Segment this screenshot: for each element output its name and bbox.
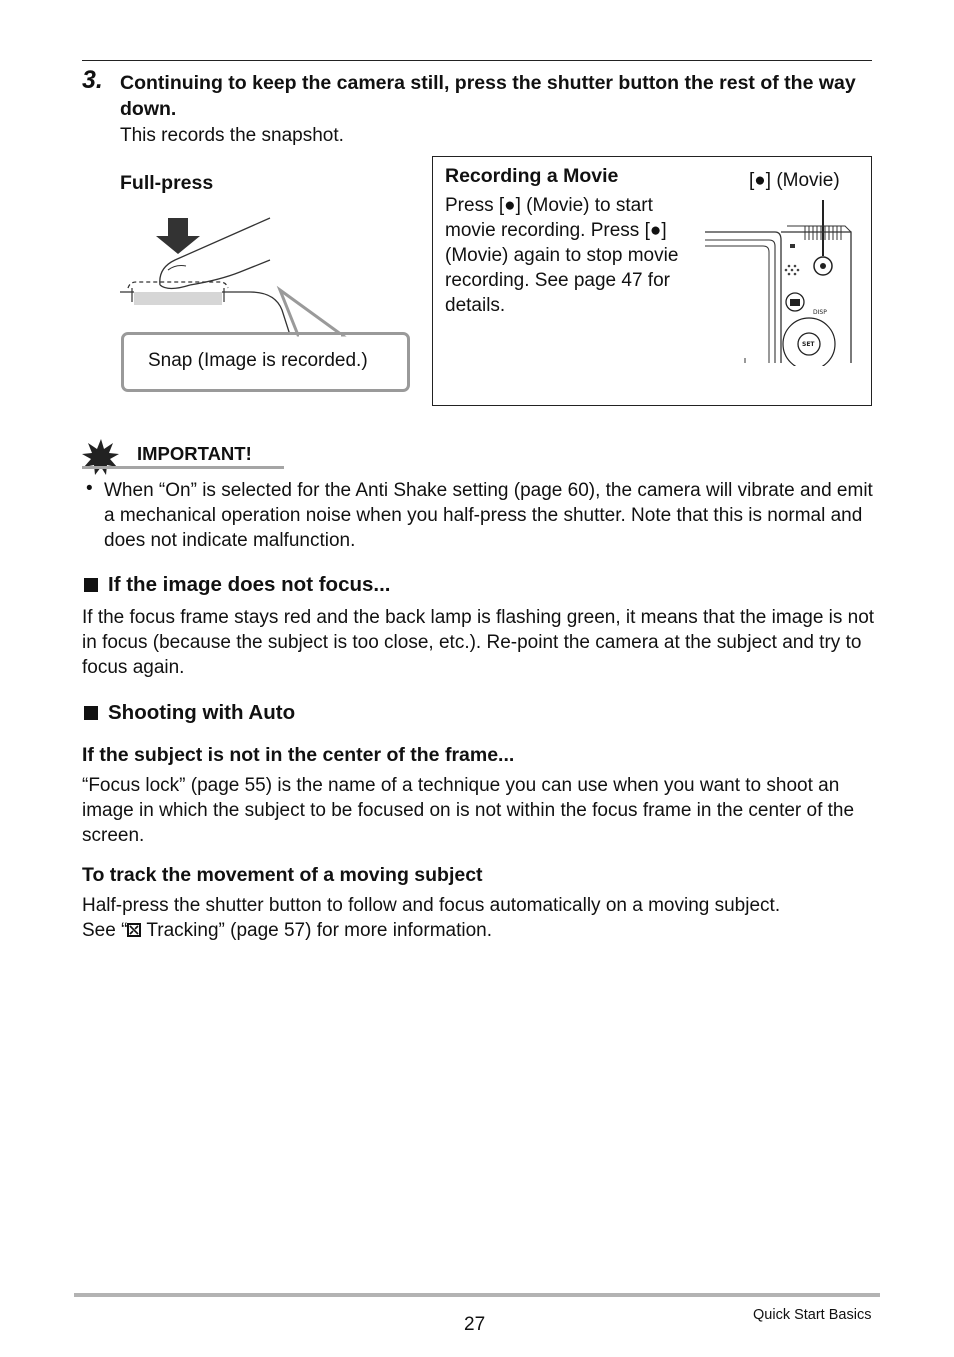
footer-rule — [74, 1293, 880, 1297]
movie-button-label: [●] (Movie) — [749, 170, 840, 191]
camera-back-illustration — [705, 198, 855, 366]
center-frame-text: “Focus lock” (page 55) is the name of a technique you can use when you want to shoot an image in which the subject to be focused on is not within the focus frame in the center of the screen. — [82, 775, 855, 846]
set-label: SET — [802, 341, 815, 348]
step-number: 3. — [82, 66, 103, 94]
movie-tip-body: Press [●] (Movie) to start movie recording. Press [●] (Movie) again to stop movie recording. See page 47 for details. — [445, 195, 679, 316]
movie-tip-title: Recording a Movie — [445, 165, 619, 187]
movie-button-icon — [814, 257, 832, 275]
bullet-marker: • — [86, 478, 93, 499]
focus-text: If the focus frame stays red and the back lamp is flashing green, it means that the image is not in focus (because the subject is too close, etc.). Re-point the camera at the subject and try to focus again. — [82, 607, 875, 678]
shutter-button — [134, 292, 222, 305]
center-frame-heading: If the subject is not in the center of the frame... — [82, 744, 515, 766]
tracking-heading: To track the movement of a moving subject — [82, 864, 483, 886]
focus-heading: If the image does not focus... — [84, 573, 390, 597]
important-burst-icon — [82, 438, 120, 476]
press-arrow-icon — [156, 218, 200, 254]
tracking-text-line1: Half-press the shutter button to follow and focus automatically on a moving subject. — [82, 895, 781, 916]
square-bullet-icon — [84, 706, 98, 720]
tracking-icon — [127, 923, 141, 937]
page-number: 27 — [464, 1314, 486, 1335]
square-bullet-icon — [84, 578, 98, 592]
full-press-label: Full-press — [120, 172, 214, 194]
auto-heading: Shooting with Auto — [84, 701, 295, 725]
step-subtitle: This records the snapshot. — [120, 125, 344, 146]
snap-label: Snap (Image is recorded.) — [148, 350, 368, 371]
disp-label: DISP — [813, 309, 827, 316]
important-text: When “On” is selected for the Anti Shake setting (page 60), the camera will vibrate and emit a mechanical operation noise when you half-press the shutter. Note that this is normal and does not indicate malfunction. — [104, 480, 873, 551]
important-rule — [82, 466, 284, 469]
callout-pointer — [270, 285, 350, 337]
top-rule — [82, 60, 872, 61]
tracking-text-line2: See “ Tracking” (page 57) for more information. — [82, 920, 493, 941]
step-title: Continuing to keep the camera still, press the shutter button the rest of the way down. — [120, 72, 856, 120]
important-label: IMPORTANT! — [137, 443, 252, 464]
footer-section-name: Quick Start Basics — [753, 1307, 872, 1323]
